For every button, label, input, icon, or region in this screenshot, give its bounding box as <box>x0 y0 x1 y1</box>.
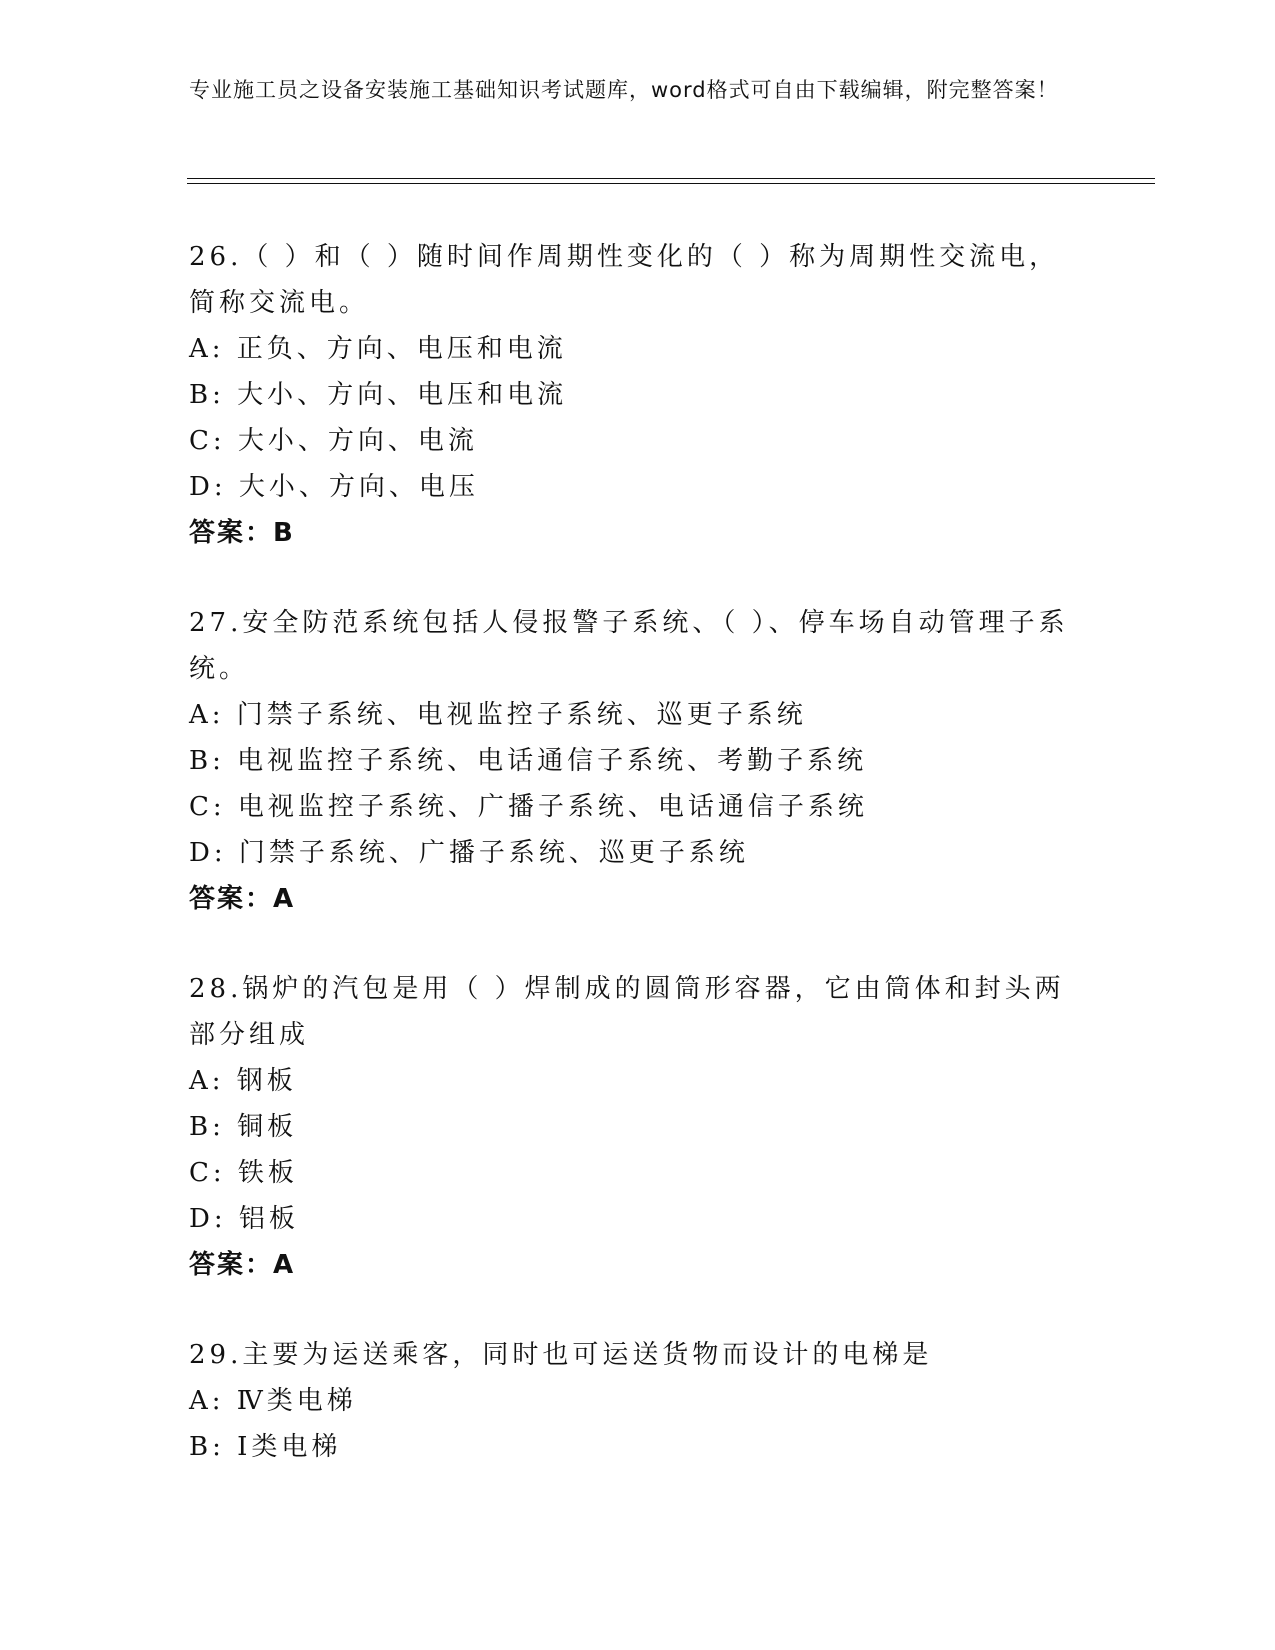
question-29 <box>189 1332 1069 1470</box>
header-divider-top <box>187 178 1155 179</box>
option-c: C: 电视监控子系统、广播子系统、电话通信子系统 <box>189 792 868 822</box>
option-b: B: 电视监控子系统、电话通信子系统、考勤子系统 <box>189 746 868 776</box>
option-a: A: 正负、方向、电压和电流 <box>189 334 567 364</box>
option-b: B: Ⅰ类电梯 <box>189 1432 342 1462</box>
answer: 答案：A <box>189 884 296 914</box>
question-stem: 28.锅炉的汽包是用（ ）焊制成的圆筒形容器，它由筒体和封头两部分组成 <box>189 974 1065 1050</box>
question-stem: 26.（ ）和（ ）随时间作周期性变化的（ ）称为周期性交流电，简称交流电。 <box>189 242 1060 318</box>
option-c: C: 大小、方向、电流 <box>189 426 478 456</box>
question-27 <box>189 600 1069 922</box>
option-d: D: 铝板 <box>189 1204 299 1234</box>
question-28 <box>189 966 1069 1288</box>
answer: 答案：B <box>189 518 295 548</box>
question-stem: 27.安全防范系统包括人侵报警子系统、（ ）、停车场自动管理子系统。 <box>189 608 1069 684</box>
question-26 <box>189 234 1069 556</box>
answer: 答案：A <box>189 1250 296 1280</box>
option-d: D: 门禁子系统、广播子系统、巡更子系统 <box>189 838 749 868</box>
option-a: A: 门禁子系统、电视监控子系统、巡更子系统 <box>189 700 807 730</box>
option-a: A: 钢板 <box>189 1066 297 1096</box>
option-c: C: 铁板 <box>189 1158 298 1188</box>
document-header: 专业施工员之设备安装施工基础知识考试题库，word格式可自由下载编辑，附完整答案！ <box>189 78 1059 102</box>
option-a: A: Ⅳ类电梯 <box>189 1386 357 1416</box>
option-b: B: 大小、方向、电压和电流 <box>189 380 568 410</box>
header-divider-bottom <box>187 183 1155 184</box>
option-d: D: 大小、方向、电压 <box>189 472 479 502</box>
question-stem: 29.主要为运送乘客，同时也可运送货物而设计的电梯是 <box>189 1340 933 1370</box>
option-b: B: 铜板 <box>189 1112 298 1142</box>
